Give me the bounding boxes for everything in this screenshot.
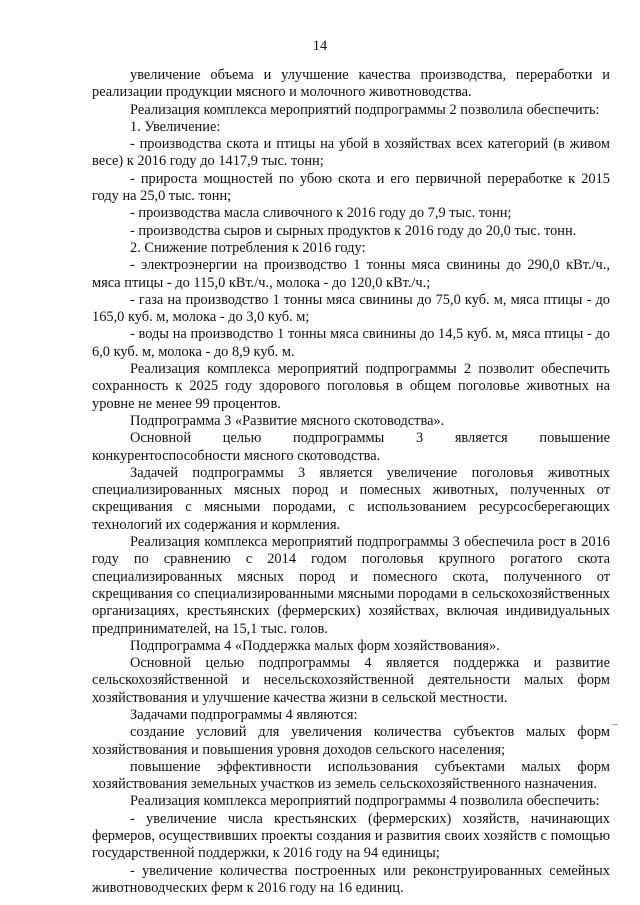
paragraph-2: Реализация комплекса мероприятий подпрограммы 2 позволила обеспечить: xyxy=(130,101,600,118)
paragraph-12: Реализация комплекса мероприятий подпрограммы 2 позволит обеспечить сохранность к 2025 году здорового поголовья в общем поголовье животных на уровне не менее 99 процентов. xyxy=(92,361,610,412)
paragraph-4: - производства скота и птицы на убой в хозяйствах всех категорий (в живом весе) к 2016 году до 1417,9 тыс. тонн; xyxy=(92,136,610,170)
body-text xyxy=(92,67,610,897)
paragraph-16: Реализация комплекса мероприятий подпрограммы 3 обеспечила рост в 2016 году по сравнению с 2014 годом поголовья крупного рогатого скота специализированных мясных пород и помесного скота, полученного от скрещивания со специализированными мясными породами в сельскохозяйственных организациях, крестьянских (фермерских) хозяйствах, включая индивидуальных предпринимателей, на 15,1 тыс. голов. xyxy=(92,534,610,637)
paragraph-9: - электроэнергии на производство 1 тонны мяса свинины до 290,0 кВт./ч., мяса птицы - до 115,0 кВт./ч., молока - до 120,0 кВт./ч.; xyxy=(92,257,610,291)
paragraph-5: - прироста мощностей по убою скота и его первичной переработке к 2015 году на 25,0 тыс. тонн; xyxy=(92,170,610,205)
paragraph-18: Основной целью подпрограммы 4 является поддержка и развитие сельскохозяйственной и несельскохозяйственной деятельности малых форм хозяйствования и улучшение качества жизни в сельской местности. xyxy=(92,655,610,706)
paragraph-23: - увеличение числа крестьянских (фермерских) хозяйств, начинающих фермеров, осуществивших проекты создания и развития своих хозяйств с помощью государственной поддержки, к 2016 году на 94 единицы; xyxy=(92,810,610,862)
paragraph-17: Подпрограмма 4 «Поддержка малых форм хозяйствования». xyxy=(130,637,500,654)
paragraph-19: Задачами подпрограммы 4 являются: xyxy=(130,706,358,723)
paragraph-11: - воды на производство 1 тонны мяса свинины до 14,5 куб. м, мяса птицы - до 6,0 куб. м, молока - до 8,9 куб. м. xyxy=(92,326,610,360)
paragraph-24: - увеличение количества построенных или реконструированных семейных животноводческих ферм к 2016 году на 16 единиц. xyxy=(92,862,610,896)
paragraph-6: - производства масла сливочного к 2016 году до 7,9 тыс. тонн; xyxy=(130,205,512,222)
paragraph-7: - производства сыров и сырных продуктов к 2016 году до 20,0 тыс. тонн. xyxy=(130,222,577,239)
paragraph-10: - газа на производство 1 тонны мяса свинины до 75,0 куб. м, мяса птицы - до 165,0 куб. м, молока - до 3,0 куб. м; xyxy=(92,291,610,326)
paragraph-21: повышение эффективности использования субъектами малых форм хозяйствования земельных участков из земель сельскохозяйственного назначения. xyxy=(92,758,610,793)
paragraph-15: Задачей подпрограммы 3 является увеличение поголовья животных специализированных мясных пород и помесных животных, полученных от скрещивания с мясными породами, с использованием ресурсосберегающих технологий их содержания и кормления. xyxy=(92,464,610,533)
paragraph-3: 1. Увеличение: xyxy=(130,118,221,135)
scan-mark: – xyxy=(612,718,618,730)
paragraph-22: Реализация комплекса мероприятий подпрограммы 4 позволила обеспечить: xyxy=(130,793,600,810)
paragraph-8: 2. Снижение потребления к 2016 году: xyxy=(130,239,366,256)
paragraph-20: создание условий для увеличения количества субъектов малых форм хозяйствования и повышения уровня доходов сельского населения; xyxy=(92,724,610,758)
page-number: 14 xyxy=(312,38,328,54)
paragraph-13: Подпрограмма 3 «Развитие мясного скотоводства». xyxy=(130,412,445,429)
paragraph-14: Основной целью подпрограммы 3 является повышение конкурентоспособности мясного скотоводства. xyxy=(92,430,610,464)
paragraph-1: увеличение объема и улучшение качества производства, переработки и реализации продукции мясного и молочного животноводства. xyxy=(92,67,610,101)
